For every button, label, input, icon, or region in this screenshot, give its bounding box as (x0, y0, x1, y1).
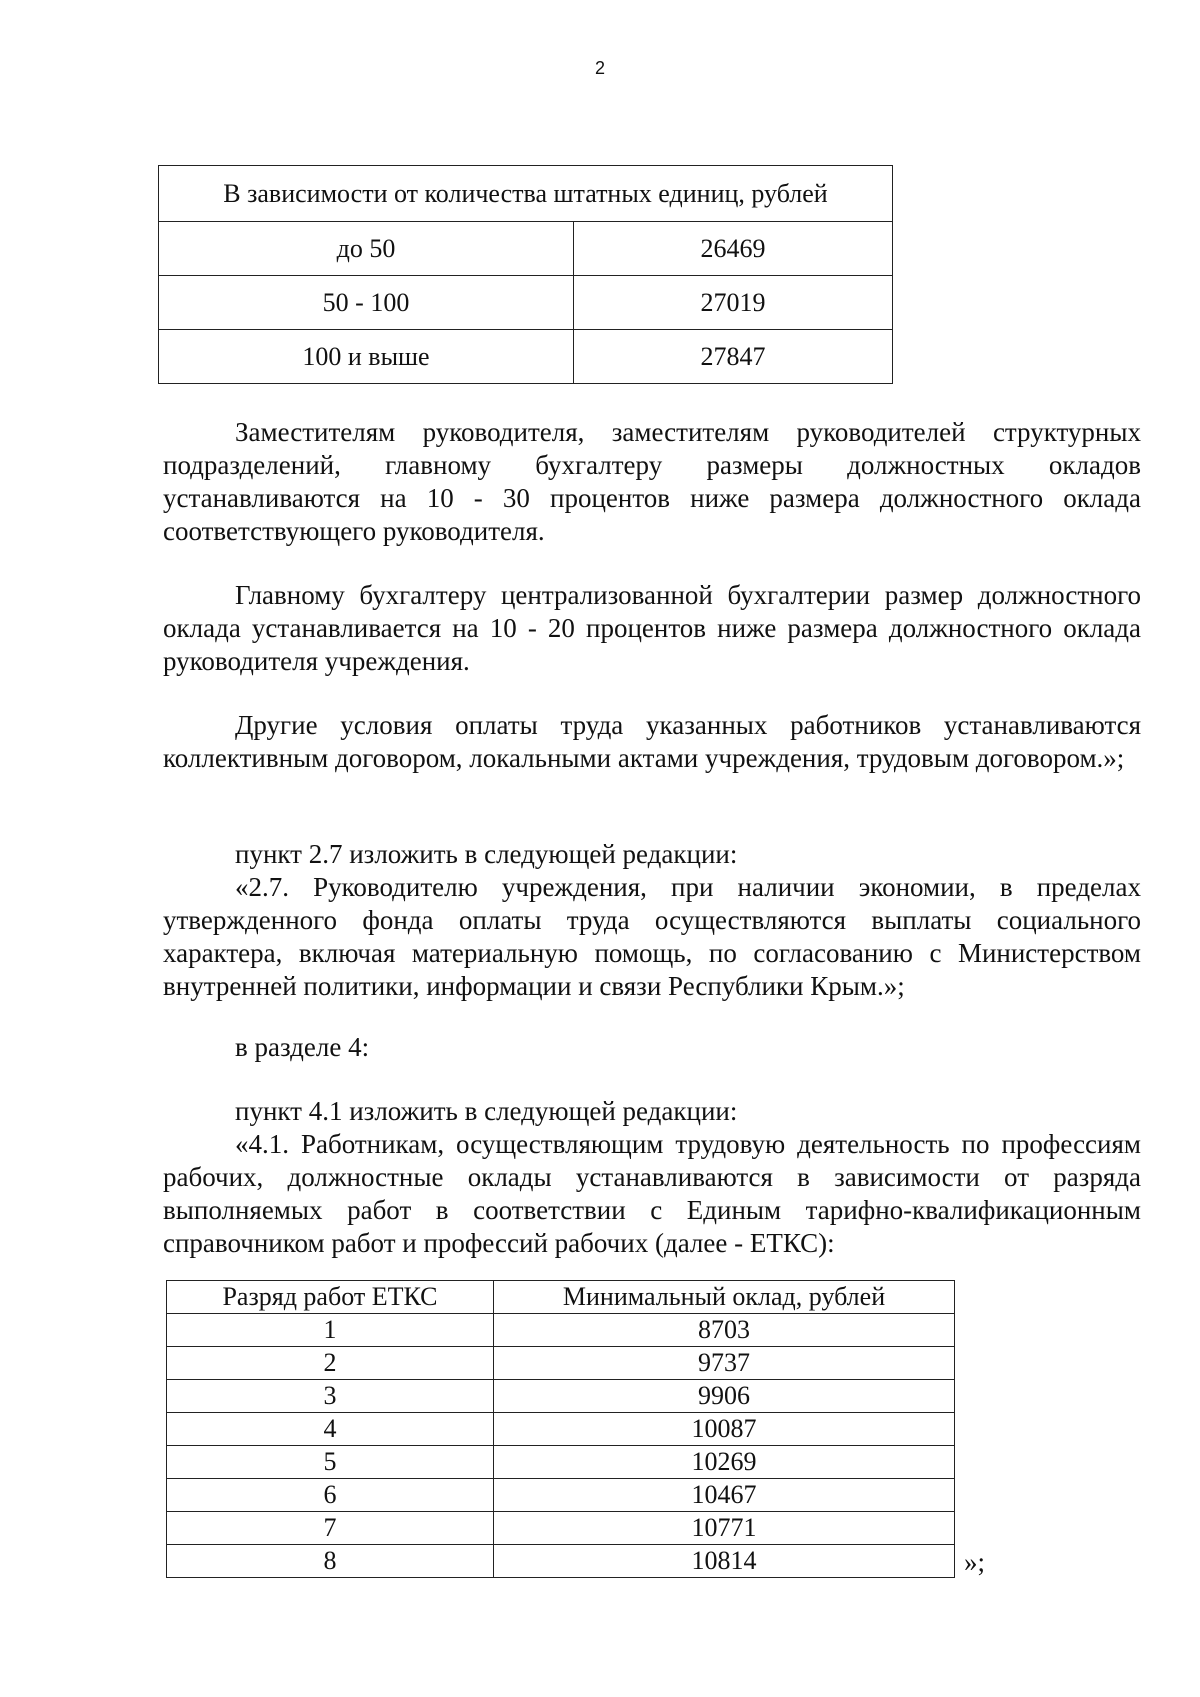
paragraph-other-conditions (163, 709, 1141, 775)
grade-cell: 2 (167, 1347, 494, 1380)
staff-units-salary-table (158, 165, 893, 384)
paragraph-deputies-text: Заместителям руководителя, заместителям руководителей структурных подразделений, главному бухгалтеру размеры должностных окладов устанавливаются на 10 - 30 процентов ниже размера должностного оклада соответствующего руководителя. (163, 417, 1141, 546)
paragraph-chief-accountant (163, 579, 1141, 678)
grade-cell: 7 (167, 1512, 494, 1545)
section-4-heading: в разделе 4: (235, 1032, 370, 1062)
salary-cell: 9906 (494, 1380, 955, 1413)
point-4-1-intro: пункт 4.1 изложить в следующей редакции: (235, 1096, 738, 1126)
paragraph-point-4-1-text: «4.1. Работникам, осуществляющим трудовую деятельность по профессиям рабочих, должностные оклады устанавливаются в зависимости от разряда выполняемых работ в соответствии с Единым тарифно-квалификационным справочником работ и профессий рабочих (далее - ЕТКС): (163, 1129, 1141, 1258)
table-row (159, 222, 893, 276)
grade-cell: 3 (167, 1380, 494, 1413)
salary-value-cell: 27019 (574, 276, 893, 330)
salary-cell: 10467 (494, 1479, 955, 1512)
salary-column-header: Минимальный оклад, рублей (494, 1281, 955, 1314)
grade-cell: 4 (167, 1413, 494, 1446)
page-number: 2 (594, 58, 605, 78)
table-row (167, 1512, 955, 1545)
paragraph-other-conditions-text: Другие условия оплаты труда указанных работников устанавливаются коллективным договором, локальными актами учреждения, трудовым договором.»; (163, 710, 1141, 773)
salary-cell: 9737 (494, 1347, 955, 1380)
closing-quote-mark: »; (964, 1547, 986, 1577)
table-header-row (167, 1281, 955, 1314)
paragraph-chief-accountant-text: Главному бухгалтеру централизованной бухгалтерии размер должностного оклада устанавливается на 10 - 20 процентов ниже размера должностного оклада руководителя учреждения. (163, 580, 1141, 676)
salary-cell: 10269 (494, 1446, 955, 1479)
table-row (159, 276, 893, 330)
table-row (167, 1446, 955, 1479)
grade-cell: 8 (167, 1545, 494, 1578)
table-row (167, 1347, 955, 1380)
salary-value-cell: 27847 (574, 330, 893, 384)
paragraph-deputies (163, 416, 1141, 548)
staff-range-cell: 50 - 100 (159, 276, 574, 330)
paragraph-point-2-7-text: «2.7. Руководителю учреждения, при наличии экономии, в пределах утвержденного фонда оплаты труда осуществляются выплаты социального характера, включая материальную помощь, по согласованию с Министерством внутренней политики, информации и связи Республики Крым.»; (163, 872, 1141, 1001)
table-row (167, 1314, 955, 1347)
etks-salary-table (166, 1280, 955, 1578)
grade-cell: 5 (167, 1446, 494, 1479)
grade-cell: 6 (167, 1479, 494, 1512)
paragraph-point-4-1 (163, 1128, 1141, 1260)
table-row (159, 330, 893, 384)
table-row (167, 1413, 955, 1446)
table-row (167, 1545, 955, 1578)
staff-table-header: В зависимости от количества штатных единиц, рублей (159, 166, 893, 222)
salary-cell: 10814 (494, 1545, 955, 1578)
salary-cell: 8703 (494, 1314, 955, 1347)
staff-range-cell: до 50 (159, 222, 574, 276)
table-row (167, 1380, 955, 1413)
grade-cell: 1 (167, 1314, 494, 1347)
table-row (167, 1479, 955, 1512)
paragraph-point-2-7 (163, 871, 1141, 1003)
salary-value-cell: 26469 (574, 222, 893, 276)
salary-cell: 10087 (494, 1413, 955, 1446)
point-2-7-intro: пункт 2.7 изложить в следующей редакции: (235, 839, 738, 869)
salary-cell: 10771 (494, 1512, 955, 1545)
staff-range-cell: 100 и выше (159, 330, 574, 384)
grade-column-header: Разряд работ ЕТКС (167, 1281, 494, 1314)
